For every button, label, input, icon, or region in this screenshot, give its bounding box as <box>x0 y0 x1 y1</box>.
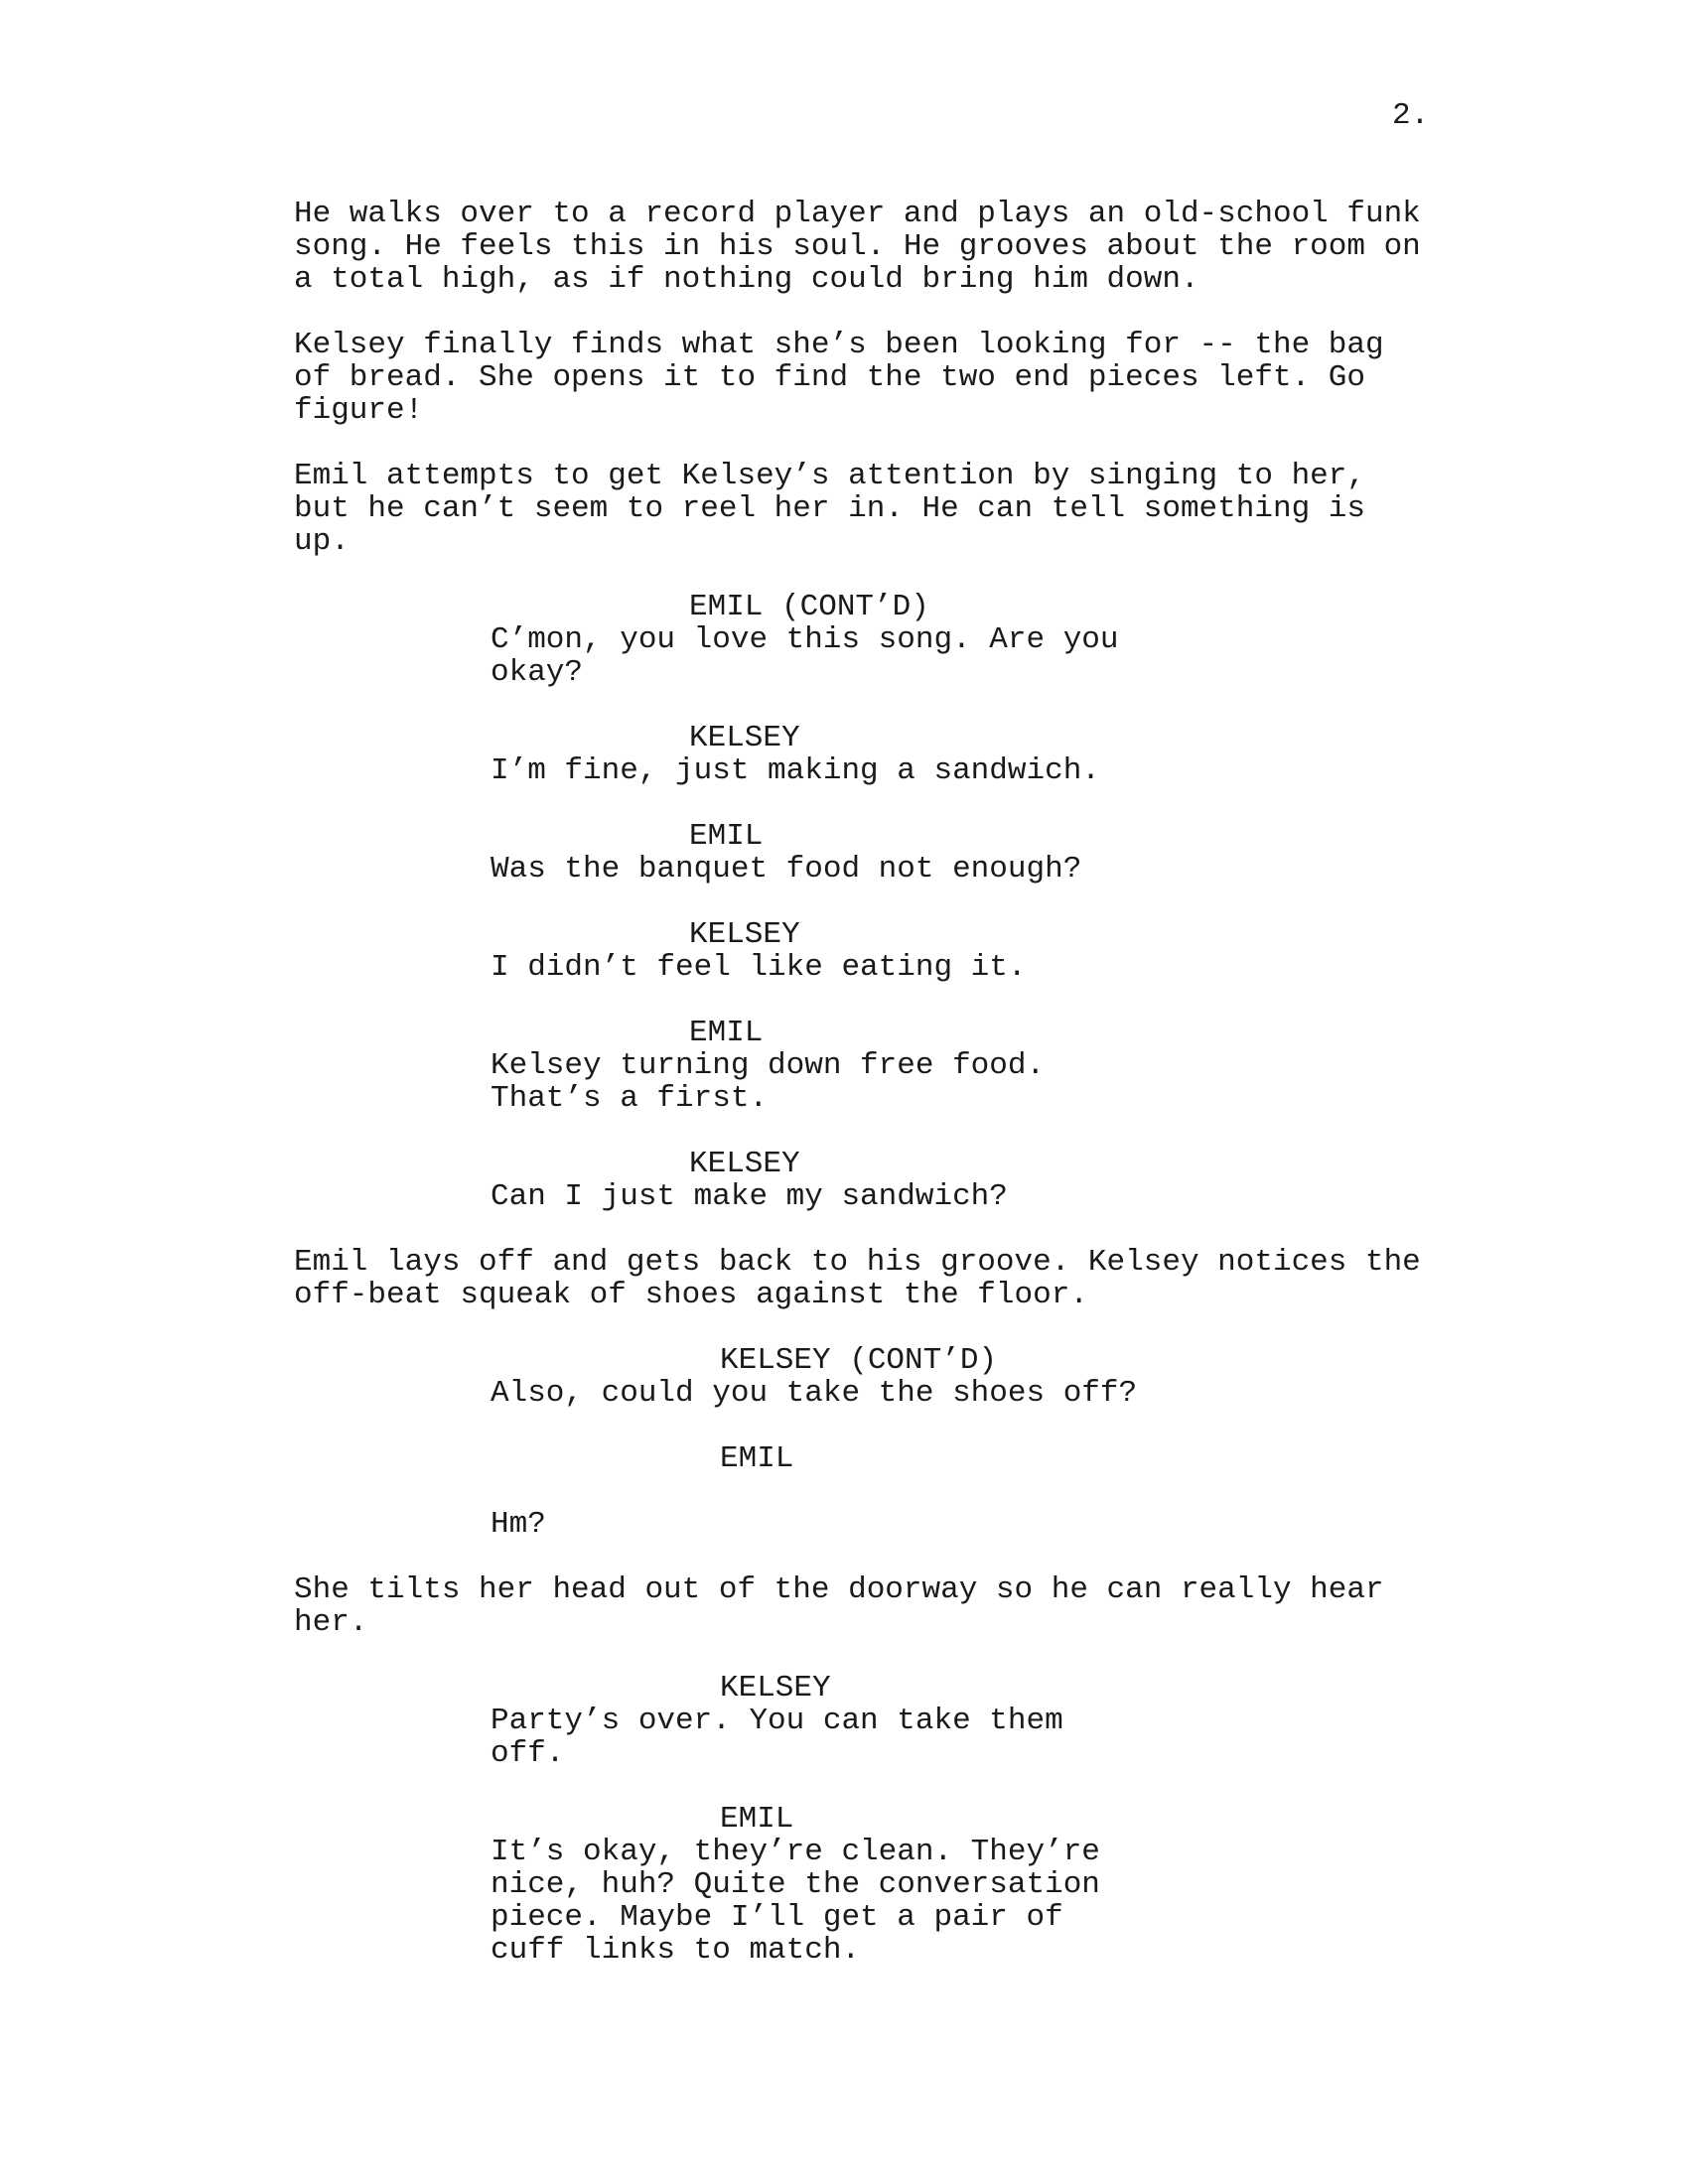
action-paragraph: Kelsey finally finds what she’s been looking for -- the bag of bread. She opens it to find the two end pieces left. Go figure! <box>294 328 1384 428</box>
blank-line <box>294 1475 1485 1508</box>
dialogue-line: Can I just make my sandwich? <box>491 1179 1008 1214</box>
action-paragraph: Emil attempts to get Kelsey’s attention by singing to her, but he can’t seem to reel her in. He can tell something is up. <box>294 459 1365 559</box>
screenplay-body <box>294 198 1485 1999</box>
dialogue-line: Was the banquet food not enough? <box>491 852 1082 887</box>
dialogue-block <box>294 918 1485 984</box>
character-name: EMIL <box>689 1016 764 1050</box>
action-paragraph: She tilts her head out of the doorway so he can really hear her. <box>294 1572 1384 1640</box>
character-name: KELSEY <box>689 917 800 952</box>
dialogue-block <box>294 722 1485 787</box>
dialogue-line: Kelsey turning down free food. That’s a first. <box>491 1048 1046 1116</box>
character-name: EMIL <box>720 1441 794 1476</box>
character-name: KELSEY (CONT’D) <box>720 1343 998 1378</box>
character-name: EMIL <box>720 1802 794 1837</box>
dialogue-block <box>294 1017 1485 1115</box>
dialogue-block <box>294 1803 1485 1967</box>
dialogue-block <box>294 591 1485 689</box>
dialogue-block <box>294 1148 1485 1213</box>
dialogue-line: It’s okay, they’re clean. They’re nice, huh? Quite the conversation piece. Maybe I’ll get a pair of cuff links to match. <box>491 1835 1100 1968</box>
dialogue-block <box>294 1442 1485 1541</box>
character-name: KELSEY <box>689 1147 800 1181</box>
action-paragraph: He walks over to a record player and plays an old-school funk song. He feels this in his soul. He grooves about the room on a total high, as if nothing could bring him down. <box>294 197 1421 297</box>
dialogue-block <box>294 1672 1485 1770</box>
dialogue-line: I’m fine, just making a sandwich. <box>491 753 1100 788</box>
dialogue-line: Hm? <box>491 1507 546 1542</box>
action-paragraph: Emil lays off and gets back to his groove. Kelsey notices the off-beat squeak of shoes against the floor. <box>294 1245 1421 1312</box>
page-number: 2. <box>1392 98 1430 133</box>
dialogue-line: Party’s over. You can take them off. <box>491 1704 1063 1771</box>
character-name: EMIL <box>689 819 764 854</box>
dialogue-block <box>294 820 1485 886</box>
dialogue-line: Also, could you take the shoes off? <box>491 1376 1138 1411</box>
character-name: EMIL (CONT’D) <box>689 590 929 624</box>
dialogue-line: C’mon, you love this song. Are you okay? <box>491 622 1119 690</box>
character-name: KELSEY <box>720 1671 831 1706</box>
character-name: KELSEY <box>689 721 800 755</box>
dialogue-line: I didn’t feel like eating it. <box>491 950 1027 985</box>
dialogue-block <box>294 1344 1485 1410</box>
